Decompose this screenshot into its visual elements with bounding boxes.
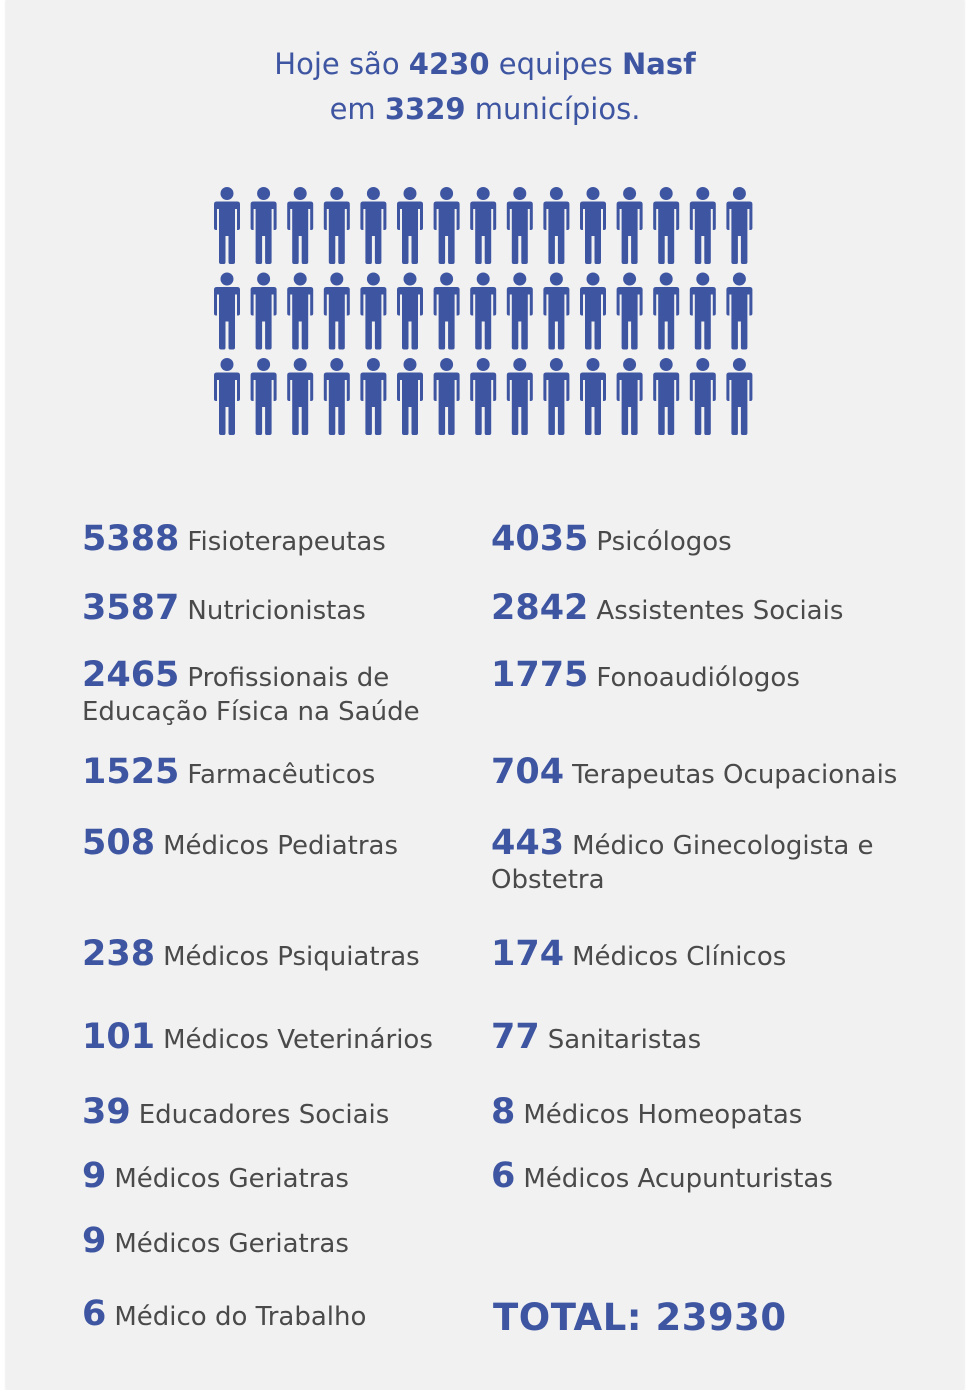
person-icon [690,358,716,435]
stat-fonoaudiologos [491,655,911,695]
stat-label: Médicos Veterinários [163,1025,433,1055]
stat-label: Médicos Geriatras [114,1229,349,1259]
person-icon [324,187,350,264]
stat-educadores-sociais [82,1092,462,1132]
stat-number: 3587 [82,588,180,628]
stat-number: 8 [491,1092,516,1132]
stat-number: 77 [491,1017,540,1057]
person-icon [287,358,313,435]
person-icon [653,187,679,264]
headline-text: em [329,92,385,126]
person-icon [507,273,533,350]
stat-acupunturistas [491,1156,911,1196]
person-icon [507,187,533,264]
stat-number: 5388 [82,519,180,559]
stat-veterinarios [82,1017,472,1057]
stat-nutricionistas [82,588,462,628]
headline [6,42,964,132]
stat-label: Médicos Homeopatas [523,1100,803,1130]
stat-clinicos [491,934,911,974]
person-icon [653,358,679,435]
stat-sanitaristas [491,1017,911,1057]
stat-number: 2465 [82,655,180,695]
stat-label: Terapeutas Ocupacionais [572,760,898,790]
stat-label: Médicos Acupunturistas [523,1164,833,1194]
person-icon [580,358,606,435]
person-icon [251,273,277,350]
headline-line-1 [6,42,964,87]
stat-label: Profissionais de Educação Física na Saúde [82,663,420,727]
stat-homeopatas [491,1092,911,1132]
person-icon [360,358,386,435]
stat-number: 101 [82,1017,156,1057]
stat-psiquiatras [82,934,462,974]
person-icon [470,273,496,350]
person-icon [287,187,313,264]
person-icon [726,187,752,264]
person-icon [214,187,240,264]
person-icon [397,358,423,435]
stat-medico-trabalho [82,1294,462,1334]
stat-label: Psicólogos [596,527,732,557]
stat-number: 9 [82,1221,107,1261]
person-icon [434,273,460,350]
headline-text: equipes [489,47,622,81]
person-icon [324,358,350,435]
stat-number: 174 [491,934,565,974]
stat-label: Educadores Sociais [138,1100,390,1130]
people-icons [209,186,761,438]
person-icon [543,358,569,435]
person-icon [251,358,277,435]
stat-number: 6 [491,1156,516,1196]
person-icon [690,273,716,350]
headline-text: Hoje são [274,47,409,81]
people-icon-grid [209,186,761,438]
stat-label: Médicos Geriatras [114,1164,349,1194]
person-icon [507,358,533,435]
stat-number: 6 [82,1294,107,1334]
teams-count: 4230 [408,47,490,81]
person-icon [324,273,350,350]
stat-educacao-fisica [82,655,462,729]
person-icon [470,187,496,264]
stat-terapeutas-ocupacionais [491,752,921,792]
stat-label: Fonoaudiólogos [596,663,800,693]
person-icon [617,187,643,264]
person-icon [580,187,606,264]
person-icon [617,358,643,435]
stat-number: 1525 [82,752,180,792]
stat-number: 39 [82,1092,131,1132]
headline-line-2 [6,87,964,132]
person-icon [653,273,679,350]
stat-label: Médico Ginecologista e Obstetra [491,831,874,895]
person-icon [617,273,643,350]
stat-ginecologista [491,823,911,897]
stat-assistentes-sociais [491,588,911,628]
stat-label: Médico do Trabalho [114,1302,367,1332]
stat-number: 2842 [491,588,589,628]
person-icon [360,273,386,350]
person-icon [434,187,460,264]
person-icon [726,273,752,350]
stat-farmaceuticos [82,752,462,792]
stat-pediatras [82,823,462,863]
person-icon [690,187,716,264]
person-icon [251,187,277,264]
stat-number: 443 [491,823,565,863]
person-icon [214,273,240,350]
stat-psicologos [491,519,911,559]
person-icon [360,187,386,264]
stat-label: Médicos Pediatras [163,831,399,861]
stat-label: Nutricionistas [187,596,366,626]
stat-number: 4035 [491,519,589,559]
stat-label: Farmacêuticos [187,760,376,790]
stat-label: Fisioterapeutas [187,527,386,557]
person-icon [726,358,752,435]
person-icon [543,273,569,350]
program-name: Nasf [622,47,696,81]
total-count: TOTAL: 23930 [493,1296,787,1339]
stat-number: 238 [82,934,156,974]
stat-label: Médicos Psiquiatras [163,942,420,972]
infographic-panel [6,0,964,1390]
stat-number: 508 [82,823,156,863]
stat-number: 9 [82,1156,107,1196]
stat-number: 1775 [491,655,589,695]
person-icon [397,187,423,264]
person-icon [397,273,423,350]
person-icon [543,187,569,264]
stat-number: 704 [491,752,565,792]
person-icon [287,273,313,350]
stat-label: Assistentes Sociais [596,596,844,626]
municipalities-count: 3329 [384,92,466,126]
person-icon [214,358,240,435]
person-icon [470,358,496,435]
headline-text: municípios. [465,92,641,126]
stat-label: Sanitaristas [547,1025,702,1055]
person-icon [434,358,460,435]
stat-geriatras-2 [82,1221,462,1261]
stat-geriatras [82,1156,462,1196]
stat-fisioterapeutas [82,519,462,559]
stat-label: Médicos Clínicos [572,942,787,972]
person-icon [580,273,606,350]
